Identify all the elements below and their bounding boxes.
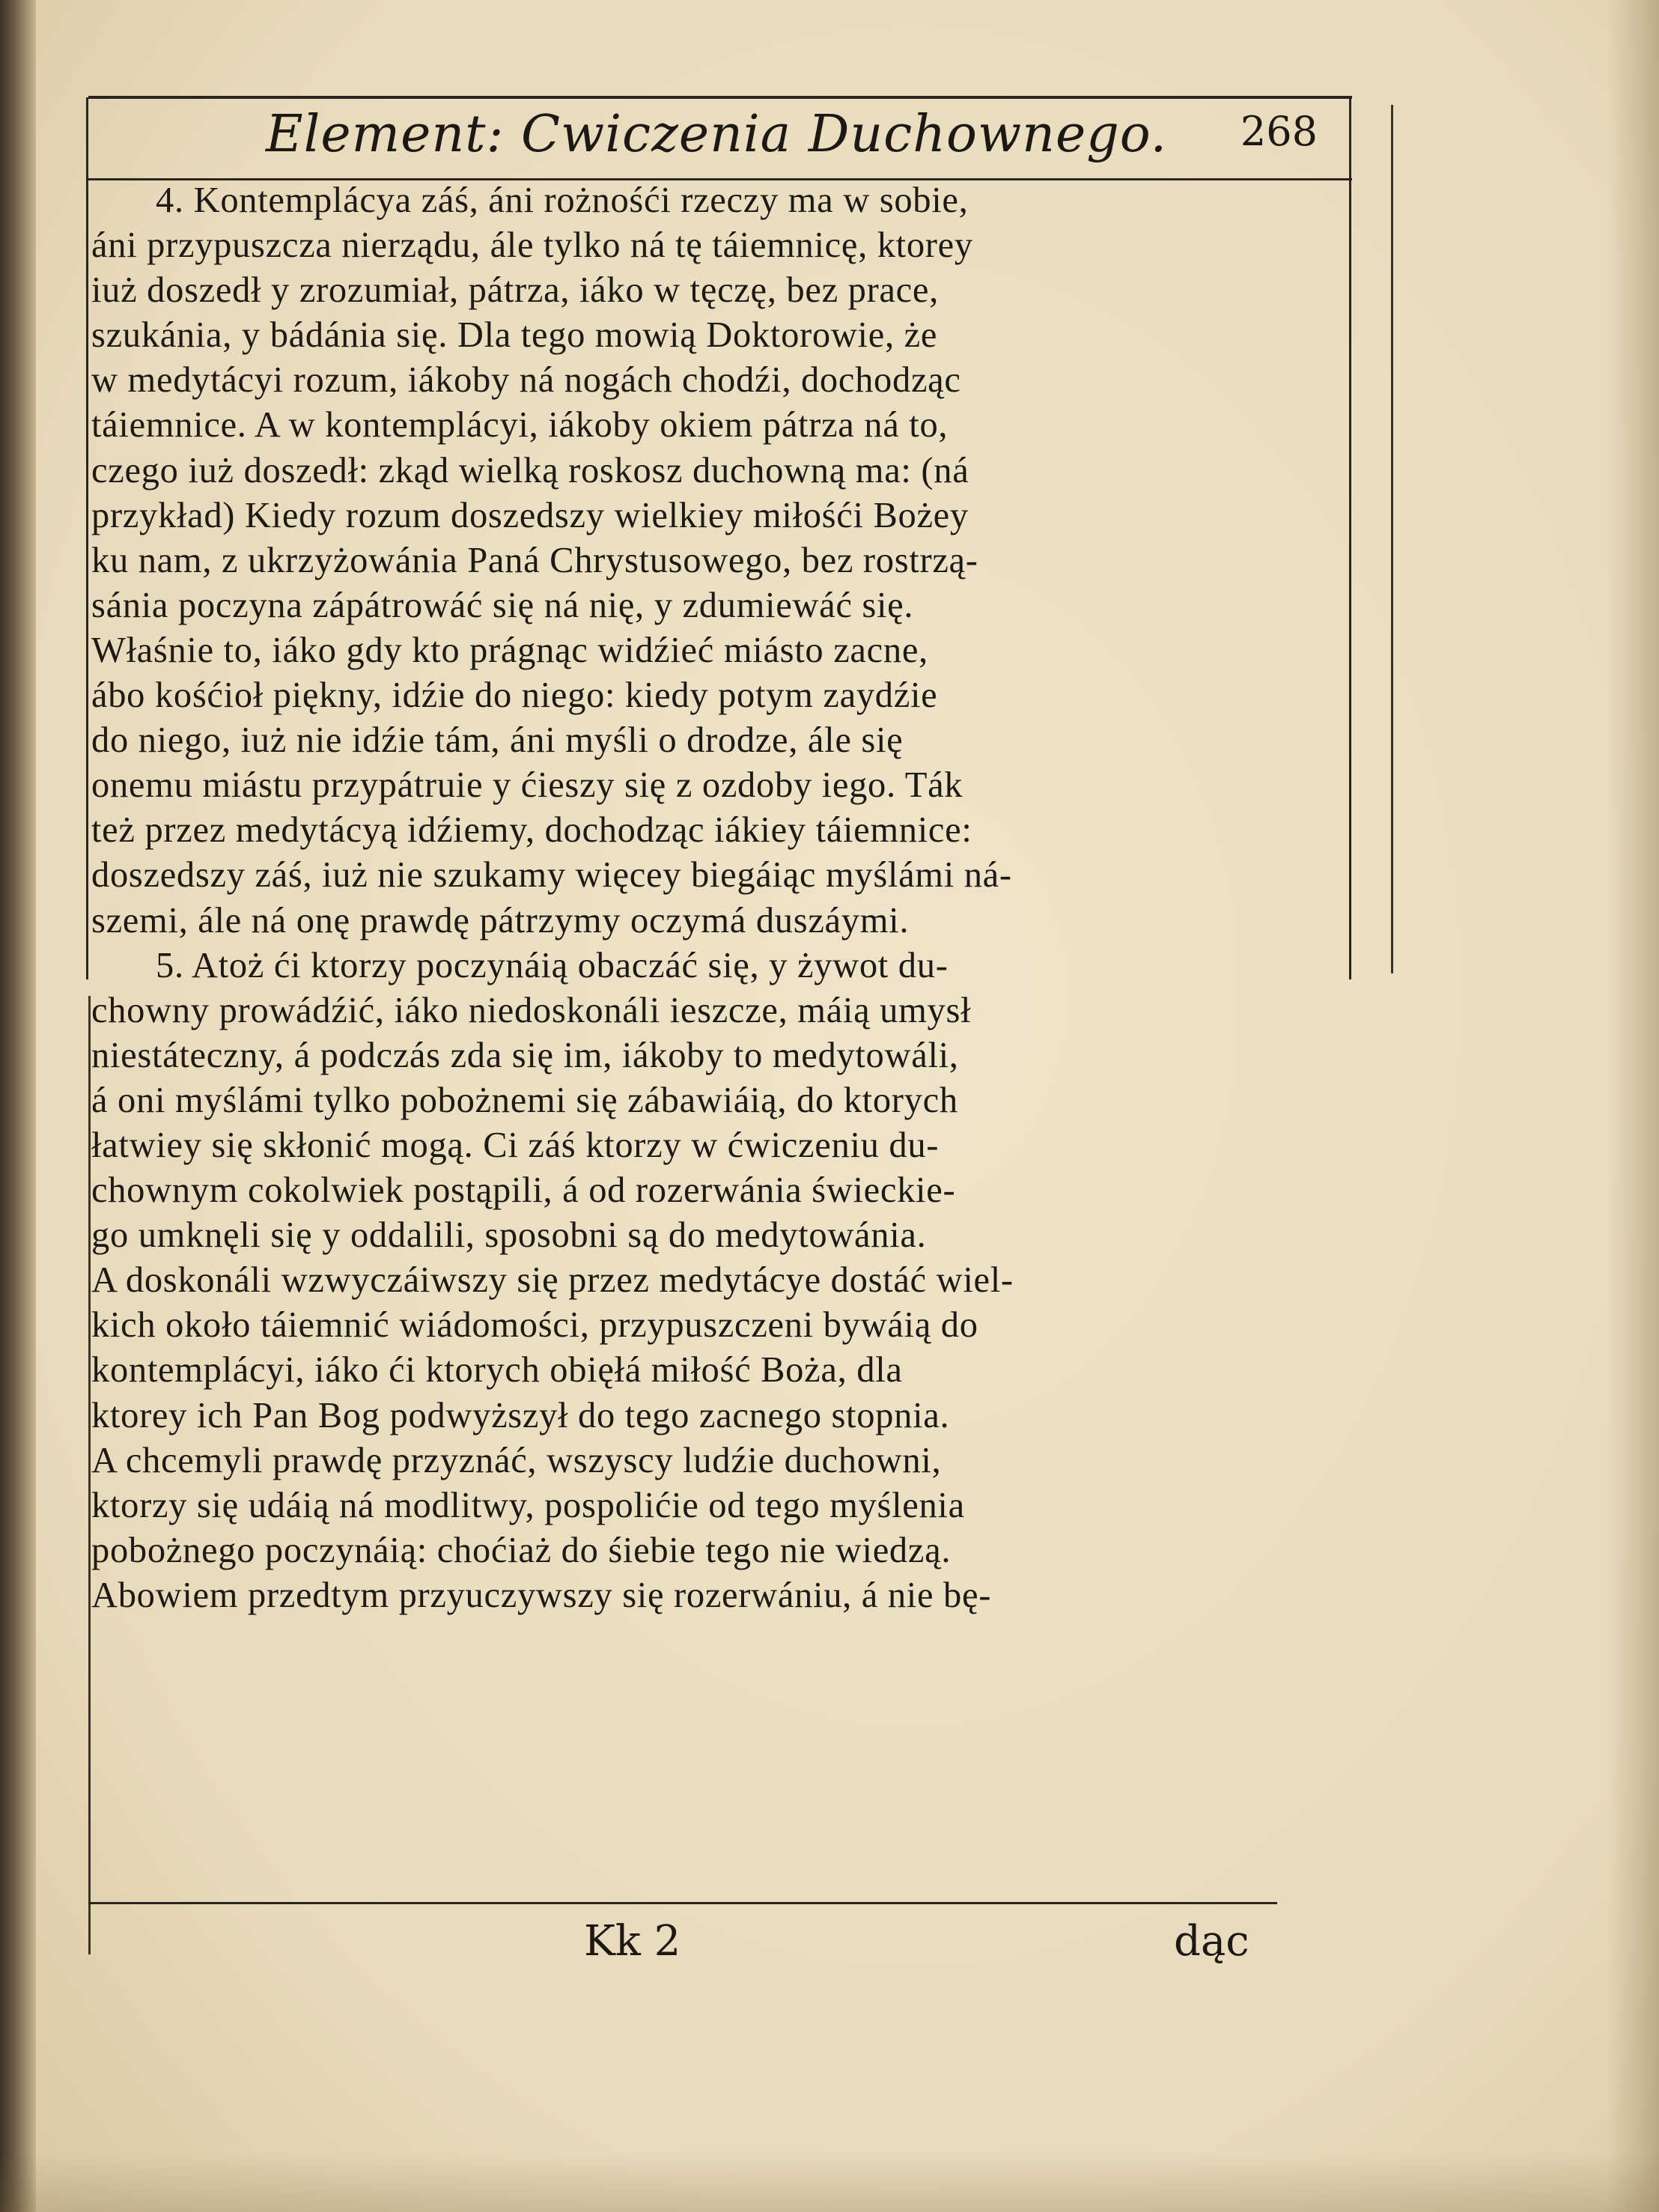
text-line: A chcemyli prawdę przyznáć, wszyscy ludźie duchowni, [91,1440,942,1480]
text-line: táiemnice. A w kontemplácyi, iákoby okiem pátrza ná to, [91,405,949,446]
text-line: czego iuż doszedł: zkąd wielką roskosz duchowną ma: (ná [91,450,969,490]
text-line: ku nam, z ukrzyżowánia Paná Chrystusowego, bez rostrzą- [91,540,978,580]
text-line: iuż doszedł y zrozumiał, pátrza, iáko w tęczę, bez prace, [91,270,939,311]
text-line: ktorzy się udáią ná modlitwy, pospolićie od tego myślenia [91,1485,965,1525]
page-bottom-shadow [0,2152,1659,2212]
header-top-rule [88,96,1352,99]
text-line: á oni myślámi tylko pobożnemi się zábawiáią, do ktorych [91,1080,958,1120]
text-line: doszedszy záś, iuż nie szukamy więcey biegáiąc myślámi ná- [91,855,1012,896]
text-line: go umknęli się y oddalili, sposobni są do medytowánia. [91,1215,927,1256]
text-line: pobożnego poczynáią: choćiaż do śiebie tego nie wiedzą. [91,1530,952,1570]
text-line: sánia poczyna zápátrowáć się ná nię, y zdumiewáć się. [91,585,914,625]
signature-mark: Kk 2 [584,1917,681,1966]
text-line: niestáteczny, á podczás zda się im, iákoby to medytowáli, [91,1035,959,1075]
main-text [91,178,1319,1618]
text-line: chownym cokolwiek postąpili, á od rozerwánia świeckie- [91,1170,956,1211]
left-margin-rule [88,996,91,1954]
outer-margin-rule [1391,105,1393,973]
text-line: łatwiey się skłonić mogą. Ci záś ktorzy w ćwiczeniu du- [91,1125,940,1165]
catchword: dąc [1174,1917,1249,1966]
text-line: áni przypuszcza nierządu, ále tylko ná tę táiemnicę, ktorey [91,225,973,266]
text-line: też przez medytácyą idźiemy, dochodząc iákiey táiemnice: [91,810,972,851]
text-line: do niego, iuż nie idźie tám, áni myśli o drodze, ále się [91,720,904,761]
text-line: chowny prowádźić, iáko niedoskonáli ieszcze, máią umysł [91,990,972,1030]
text-line: ábo kośćioł piękny, idźie do niego: kiedy potym zaydźie [91,675,938,716]
text-line: Właśnie to, iáko gdy kto prágnąc widźieć miásto zacne, [91,630,928,670]
text-line: szukánia, y bádánia się. Dla tego mowią Doktorowie, że [91,315,938,356]
text-line: onemu miástu przypátruie y ćieszy się z ozdoby iego. Ták [91,765,964,806]
page-number: 268 [1240,108,1318,155]
text-line: ktorey ich Pan Bog podwyższył do tego zacnego stopnia. [91,1395,950,1435]
running-header [105,105,1340,177]
text-line: Abowiem przedtym przyuczywszy się rozerwániu, á nie bę- [91,1575,992,1615]
text-line: kontemplácyi, iáko ći ktorych obięłá miłość Boża, dla [91,1350,903,1391]
text-line: kich około táiemnić wiádomości, przypuszczeni bywáią do [91,1305,978,1346]
book-gutter [0,0,36,2212]
text-line: w medytácyi rozum, iákoby ná nogách chodźi, dochodząc [91,360,961,401]
text-line: przykład) Kiedy rozum doszedszy wielkiey miłośći Bożey [91,495,969,535]
running-title: Element: Cwiczenia Duchownego. [266,105,1168,164]
footer-rule [88,1902,1277,1904]
text-line: 5. Atoż ći ktorzy poczynáią obaczáć się, y żywot du- [156,945,949,985]
text-line: 4. Kontemplácya záś, áni rożnośći rzeczy ma w sobie, [156,180,969,220]
page-edge-shadow [1607,0,1659,2212]
text-line: A doskonáli wzwyczáiwszy się przez medytácye dostáć wiel- [91,1260,1014,1301]
text-line: szemi, ále ná onę prawdę pátrzymy oczymá duszáymi. [91,900,910,941]
